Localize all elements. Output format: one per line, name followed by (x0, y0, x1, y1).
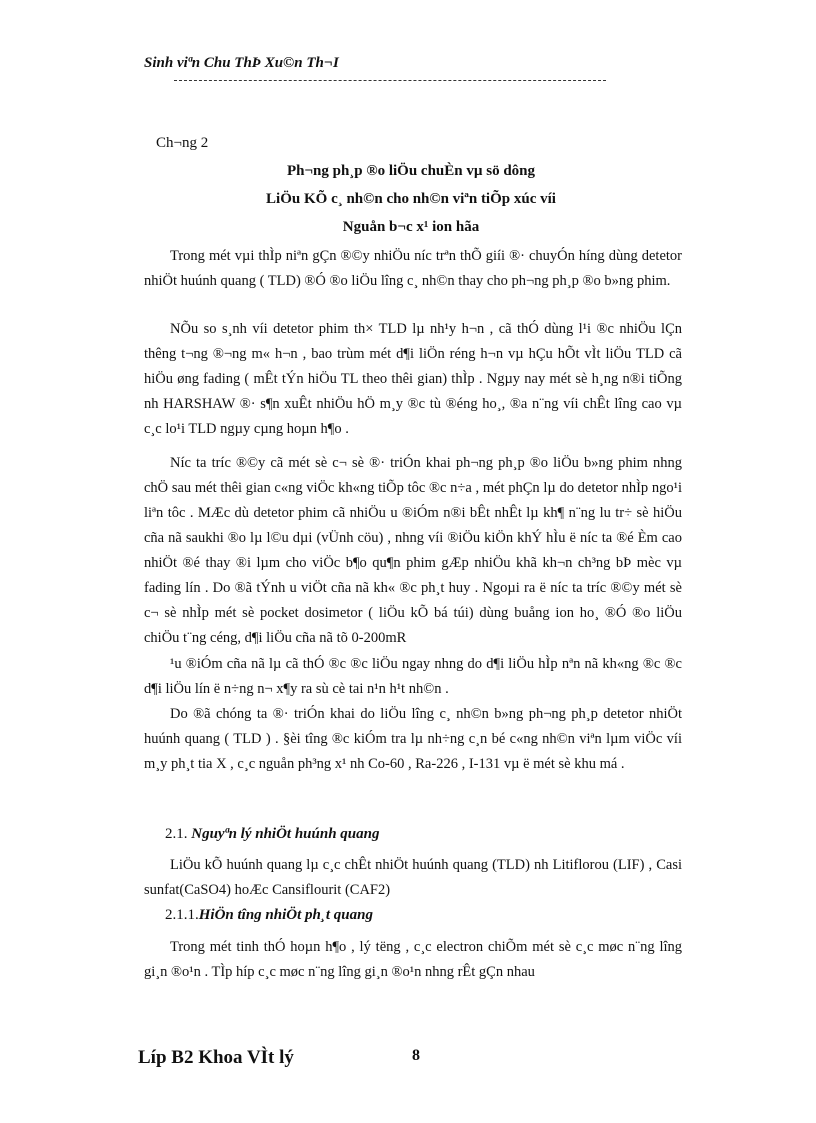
section-title: Nguyªn lý nhiÖt huúnh quang (191, 826, 380, 842)
paragraph-2: NÕu so s¸nh víi detetor phim th× TLD lµ nh¹y h¬n , cã thÓ dùng l¹i ®c nhiÖu lÇn thêng t¬ng ®¬ng m« h¬n , bao trùm mét d¶i liÖn réng h¬n vµ hÇu hÕt vÌt liÖu TLD cã hiÖu øng fading ( mÊt tÝn hiÖu TL theo thêi gian) thÌp . Ngµy nay mét sè h¸ng n®i tiÕng nh HARSHAW ®· s¶n xuÊt nhiÖu hÖ m¸y ®c tù ®éng ho¸, ®a n¨ng víi chÊt lîng cao vµ c¸c lo¹i TLD ngµy cµng hoµn h¶o . (144, 321, 682, 437)
chapter-title-line-3: Nguån b¬c x¹ ion hãa (342, 219, 480, 235)
author-header: Sinh viªn Chu ThÞ Xu©n Th¬I (144, 55, 339, 71)
section-title: HiÖn tîng nhiÖt ph¸t quang (198, 907, 373, 923)
chapter-title-line-2: LiÖu KÕ c¸ nh©n cho nh©n viªn tiÕp xúc víi (266, 191, 556, 207)
paragraph-5: Do ®ã chóng ta ®· triÓn khai do liÖu lîng c¸ nh©n b»ng ph¬ng ph¸p detetor nhiÖt huúnh quang ( TLD ) . §èi tîng ®c kiÓm tra lµ nh÷ng c¸n bé c«ng nh©n viªn lµm viÖc víi m¸y ph¸t tia X , c¸c nguån ph³ng x¹ nh Co-60 , Ra-226 , I-131 vµ ë mét sè khu má . (144, 706, 682, 772)
paragraph-6: LiÖu kÕ huúnh quang lµ c¸c chÊt nhiÖt huúnh quang (TLD) nh Litiflorou (LIF) , Casi sunfat(CaSO4) hoÆc Cansiflourit (CAF2) (144, 857, 682, 898)
chapter-title-line-1: Ph¬ng ph¸p ®o liÖu chuÈn vµ sö dông (286, 163, 536, 179)
page-number: 8 (412, 1047, 420, 1064)
paragraph-4: ¹u ®iÓm cña nã lµ cã thÓ ®c ®c liÖu ngay nhng do d¶i liÖu hÌp nªn nã kh«ng ®c ®c d¶i liÖu lín ë n÷ng n¬ x¶y ra sù cè tai n¹n h¹t nh©n . (144, 656, 682, 697)
header-divider (174, 80, 606, 81)
section-number: 2.1.1. (165, 907, 199, 923)
section-heading-2-1 (165, 826, 380, 843)
paragraph-3: Níc ta tríc ®©y cã mét sè c¬ sè ®· triÓn khai ph¬ng ph¸p ®o liÖu b»ng phim nhng chÖ sau mét thêi gian c«ng viÖc kh«ng tiÕp tôc ®c n÷a , mét phÇn lµ do detetor nhÌp ngo¹i liªn tôc . MÆc dù detetor phim cã nhiÖu u ®iÓm n®i bÊt nhÊt lµ kh¶ n¨ng lu tr÷ sè hiÖu cña nã saukhi ®o lµ l©u dµi (vÜnh cöu) , nhng víi ®iÖu kiÖn khÝ hÌu ë níc ta ®é Èm cao nhiÖt ®é thay ®i lµm cho viÖc b¶o qu¶n phim gÆp nhiÖu khã kh¬n ch³ng bÞ mèc vµ fading lín . Do ®ã tÝnh u viÖt cña nã kh« ®c ph¸t huy . Ngoµi ra ë níc ta tríc ®©y mét sè c¬ sè nhÌp mét sè pocket dosimetor ( liÖu kÕ bá túi) dùng buång ion ho¸ ®Ó ®o liÖu chiÖu t¨ng céng, d¶i liÖu cña nã tõ 0-200mR (144, 455, 682, 646)
paragraph-7: Trong mét tinh thÓ hoµn h¶o , lý tëng , c¸c electron chiÕm mét sè c¸c møc n¨ng lîng gi¸n ®o¹n . TÌp híp c¸c møc n¨ng lîng gi¸n ®o¹n nhng rÊt gÇn nhau (144, 939, 682, 980)
chapter-label: Ch¬ng 2 (156, 135, 209, 151)
paragraph-1: Trong mét vµi thÌp niªn gÇn ®©y nhiÖu níc trªn thÕ giíi ®· chuyÓn híng dùng detetor nhiÖt huúnh quang ( TLD) ®Ó ®o liÖu lîng c¸ nh©n thay cho ph¬ng ph¸p ®o b»ng phim. (144, 248, 682, 289)
section-heading-2-1-1 (165, 907, 373, 924)
footer-title: Líp B2 Khoa VÌt lý (138, 1047, 294, 1068)
section-number: 2.1. (165, 826, 188, 842)
